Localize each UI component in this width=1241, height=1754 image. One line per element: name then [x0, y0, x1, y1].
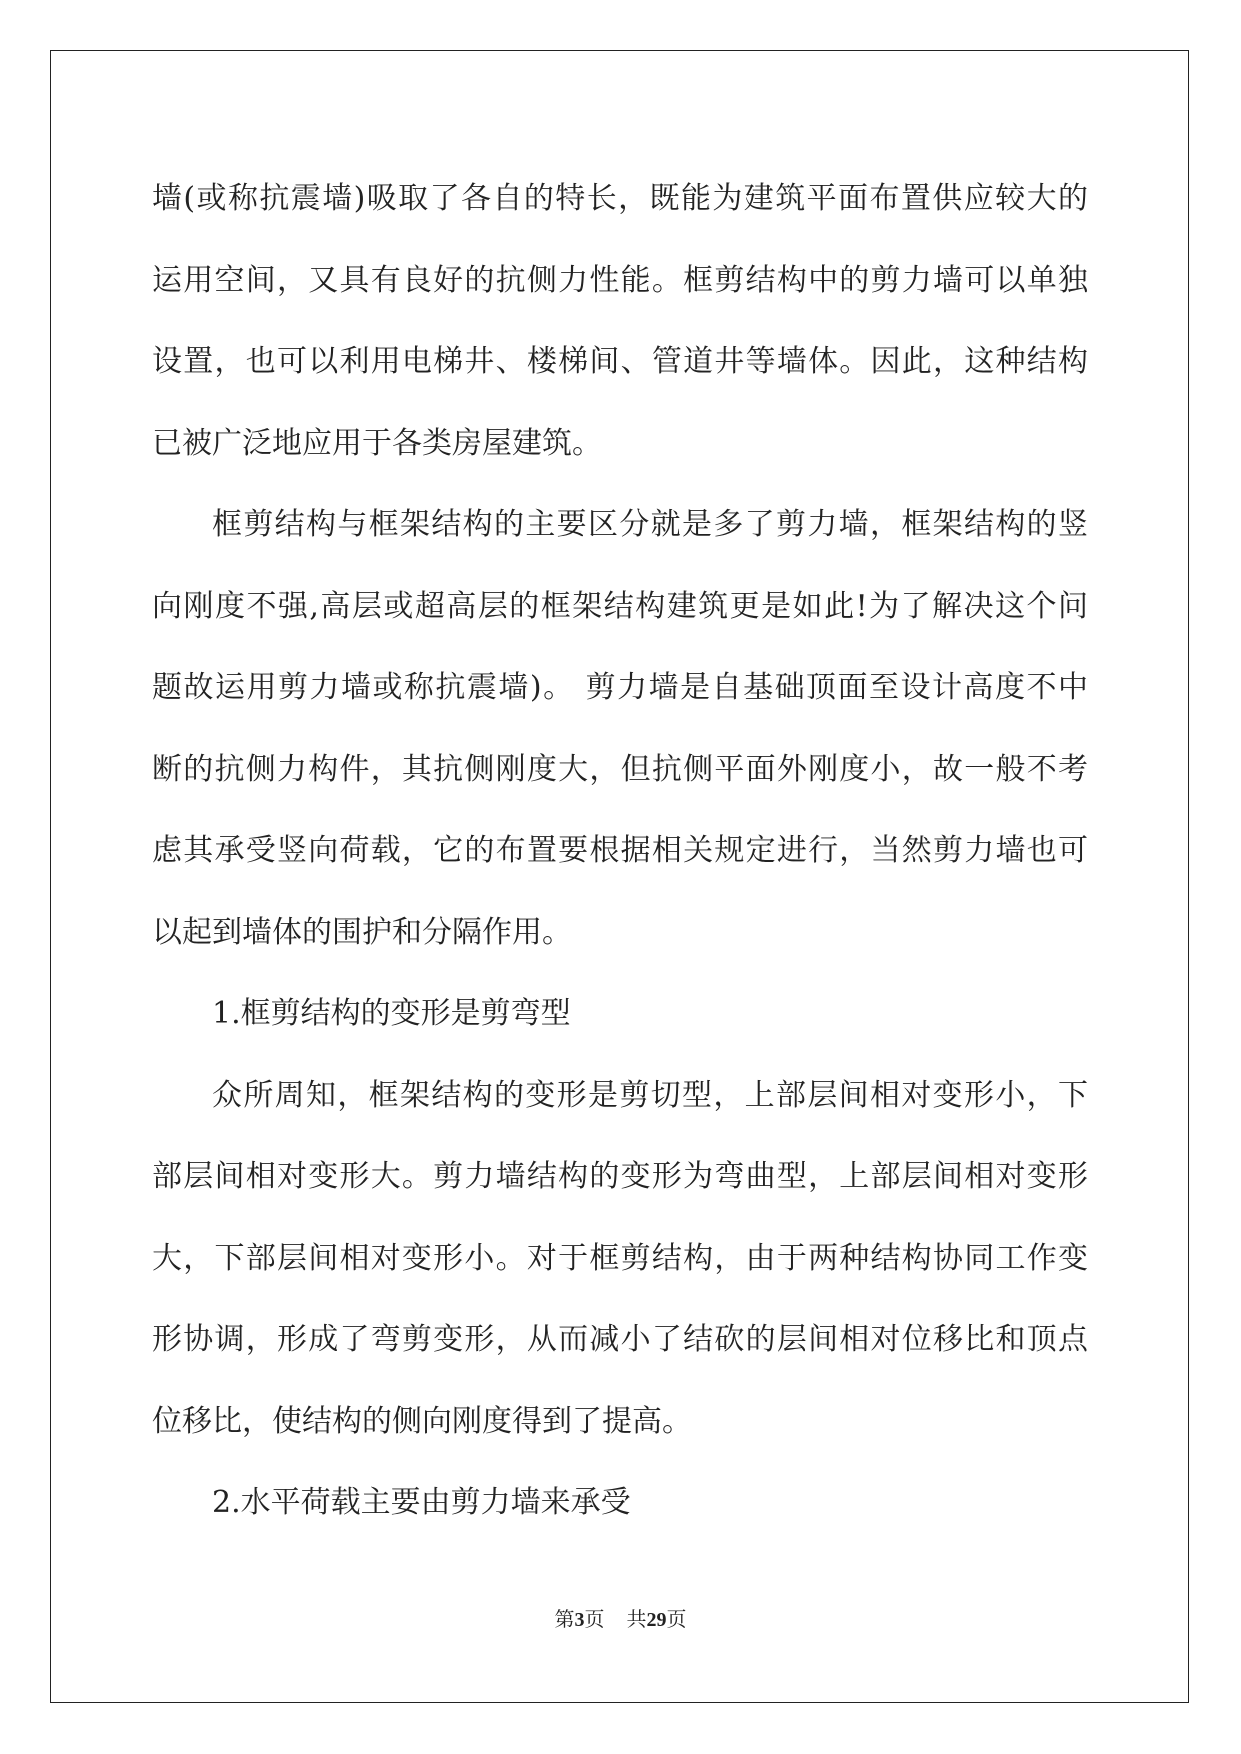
page-suffix: 页 [584, 1609, 605, 1631]
section-heading-1 [152, 973, 1088, 1055]
heading-text: 1.框剪结构的变形是剪弯型 [212, 996, 571, 1031]
total-pages: 29 [646, 1609, 667, 1631]
text-line: 运用空间，又具有良好的抗侧力性能。框剪结构中的剪力墙可以单独 [152, 262, 1088, 298]
text-line: 形协调，形成了弯剪变形，从而减小了结砍的层间相对位移比和顶点 [152, 1322, 1088, 1357]
paragraph-3 [152, 1055, 1088, 1463]
page-number: 3 [574, 1609, 585, 1631]
text-line: 虑其承受竖向荷载，它的布置要根据相关规定进行，当然剪力墙也可 [152, 833, 1088, 868]
text-line: 以起到墙体的围护和分隔作用。 [152, 914, 572, 950]
paragraph-1 [152, 158, 1088, 484]
page-prefix: 第 [554, 1609, 575, 1631]
text-line: 框剪结构与框架结构的主要区分就是多了剪力墙，框架结构的竖 [212, 507, 1088, 542]
document-body [152, 158, 1088, 1544]
text-line: 设置，也可以利用电梯井、楼梯间、管道井等墙体。因此，这种结构 [152, 344, 1088, 379]
text-line: 大，下部层间相对变形小。对于框剪结构，由于两种结构协同工作变 [152, 1240, 1088, 1276]
text-line: 墙(或称抗震墙)吸取了各自的特长，既能为建筑平面布置供应较大的 [152, 181, 1088, 216]
text-line: 题故运用剪力墙或称抗震墙)。 剪力墙是自基础顶面至设计高度不中 [152, 670, 1088, 705]
text-line: 部层间相对变形大。剪力墙结构的变形为弯曲型，上部层间相对变形 [152, 1159, 1088, 1194]
heading-text: 2.水平荷载主要由剪力墙来承受 [212, 1485, 631, 1520]
total-prefix: 共 [626, 1609, 647, 1631]
text-line: 众所周知，框架结构的变形是剪切型，上部层间相对变形小，下 [212, 1077, 1088, 1113]
section-heading-2 [152, 1462, 1088, 1544]
page-footer [0, 1603, 1241, 1632]
paragraph-2 [152, 484, 1088, 973]
text-line: 位移比，使结构的侧向刚度得到了提高。 [152, 1403, 692, 1439]
text-line: 断的抗侧力构件，其抗侧刚度大，但抗侧平面外刚度小，故一般不考 [152, 751, 1088, 787]
text-line: 向刚度不强,高层或超高层的框架结构建筑更是如此!为了解决这个问 [152, 588, 1088, 624]
total-suffix: 页 [666, 1609, 687, 1631]
text-line: 已被广泛地应用于各类房屋建筑。 [152, 425, 602, 461]
